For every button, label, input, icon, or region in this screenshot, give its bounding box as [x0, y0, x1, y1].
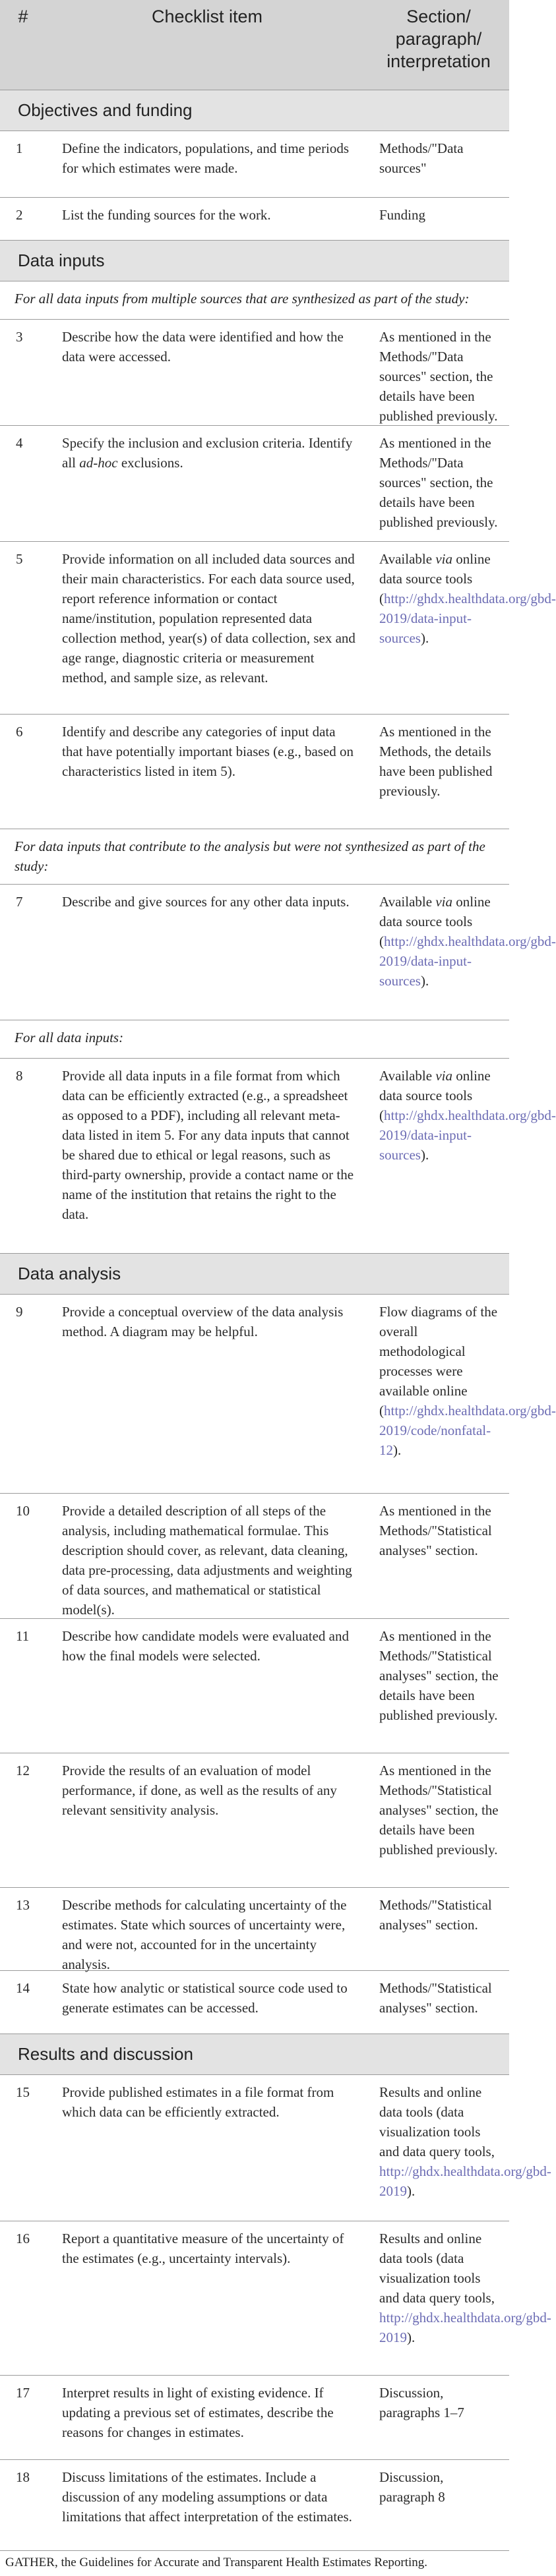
row-section: Results and online data tools (data visualization tools and data query tools, http://ghdx.healthdata.org/gbd-2019).: [379, 2084, 551, 2199]
row-number: 6: [16, 724, 23, 740]
row-item: Interpret results in light of existing evidence. If updating a previous set of estimates, describe the reasons for changes in estimates.: [62, 2385, 334, 2440]
row-number: 1: [16, 140, 23, 156]
row-item: Describe how candidate models were evaluated and how the final models were selected.: [62, 1628, 349, 1664]
table-row: [0, 131, 509, 198]
row-item: Describe and give sources for any other data inputs.: [62, 894, 350, 910]
row-number: 16: [16, 2231, 30, 2246]
row-item: Describe how the data were identified and how the data were accessed.: [62, 329, 344, 365]
row-item: Specify the inclusion and exclusion criteria. Identify all ad-hoc exclusions.: [62, 435, 353, 471]
row-number: 12: [16, 1763, 30, 1778]
row-item: State how analytic or statistical source code used to generate estimates can be accessed.: [62, 1980, 348, 2016]
table-row: [0, 1888, 509, 1971]
table-row: [0, 1295, 556, 1494]
row-number: 8: [16, 1068, 23, 1084]
row-section: Methods/"Data sources": [379, 140, 464, 176]
row-item: Discuss limitations of the estimates. Include a discussion of any modeling assumptions or data limitations that affect interpretation of the estimates.: [62, 2469, 352, 2525]
data-source-link[interactable]: http://ghdx.healthdata.org/gbd-2019/data-input-sources: [379, 591, 556, 646]
row-section: Methods/"Statistical analyses" section.: [379, 1897, 492, 1933]
row-section: Funding: [379, 207, 426, 223]
row-item: Provide information on all included data sources and their main characteristics. For each data source used, report reference information or contact name/institution, population represented data collection method, year(s) of data collection, sex and age range, diagnostic criteria or measurement method, and sample size, as relevant.: [62, 551, 355, 686]
section-data-analysis: Data analysis: [0, 1254, 509, 1295]
row-section: Discussion, paragraph 8: [379, 2469, 445, 2505]
row-section: Discussion, paragraphs 1–7: [379, 2385, 464, 2420]
row-item: Identify and describe any categories of input data that have potentially important biases (e.g., based on characteristics listed in item 5).: [62, 724, 354, 779]
table-row: [0, 2075, 551, 2221]
row-section: Available via online data source tools (http://ghdx.healthdata.org/gbd-2019/data-input-sources).: [379, 894, 556, 989]
row-number: 18: [16, 2469, 30, 2485]
row-item: Report a quantitative measure of the uncertainty of the estimates (e.g., uncertainty intervals).: [62, 2231, 344, 2266]
subheading-not-synthesized: For data inputs that contribute to the analysis but were not synthesized as part of the study:: [0, 829, 509, 885]
section-objectives: Objectives and funding: [0, 90, 509, 131]
row-section: As mentioned in the Methods/"Statistical analyses" section, the details have been published previously.: [379, 1628, 499, 1723]
table-row: [0, 542, 556, 715]
row-section: Results and online data tools (data visualization tools and data query tools, http://ghdx.healthdata.org/gbd-2019).: [379, 2231, 551, 2345]
table-row: [0, 426, 509, 542]
table-row: [0, 2221, 551, 2376]
table-row: [0, 1619, 509, 1753]
row-number: 13: [16, 1897, 30, 1913]
row-section: Available via online data source tools (http://ghdx.healthdata.org/gbd-2019/data-input-sources).: [379, 551, 556, 646]
row-number: 2: [16, 207, 23, 223]
row-item: Provide all data inputs in a file format from which data can be efficiently extracted (e.g., a spreadsheet as opposed to a PDF), including all relevant meta-data listed in item 5. For any data inputs that cannot be shared due to ethical or legal reasons, such as third-party ownership, provide a contact name or the name of the institution that retains the right to the data.: [62, 1068, 354, 1222]
table-row: [0, 2460, 509, 2551]
row-number: 17: [16, 2385, 30, 2401]
row-number: 15: [16, 2084, 30, 2100]
header-number: #: [18, 7, 28, 26]
row-number: 4: [16, 435, 23, 451]
row-number: 9: [16, 1304, 23, 1320]
row-item: Provide a conceptual overview of the data analysis method. A diagram may be helpful.: [62, 1304, 344, 1339]
row-item: Define the indicators, populations, and time periods for which estimates were made.: [62, 140, 350, 176]
row-item: Provide the results of an evaluation of model performance, if done, as well as the results of any relevant sensitivity analysis.: [62, 1763, 337, 1818]
table-row: [0, 885, 556, 1020]
row-number: 5: [16, 551, 23, 567]
subheading-synthesized: For all data inputs from multiple sources that are synthesized as part of the study:: [0, 281, 509, 320]
table-row: [0, 1753, 509, 1888]
row-number: 14: [16, 1980, 30, 1996]
row-number: 10: [16, 1503, 30, 1519]
data-source-link[interactable]: http://ghdx.healthdata.org/gbd-2019/data-input-sources: [379, 1107, 556, 1163]
row-section: As mentioned in the Methods/"Data sources" section, the details have been published previously.: [379, 435, 498, 530]
section-results: Results and discussion: [0, 2034, 509, 2075]
table-row: [0, 2376, 509, 2460]
table-caption: GATHER, the Guidelines for Accurate and Transparent Health Estimates Reporting.: [5, 2556, 428, 2569]
header-checklist-item: Checklist item: [151, 7, 263, 26]
row-section: As mentioned in the Methods/"Statistical analyses" section.: [379, 1503, 492, 1558]
section-data-inputs: Data inputs: [0, 241, 509, 281]
gbd-2019-link[interactable]: http://ghdx.healthdata.org/gbd-2019: [379, 2163, 551, 2199]
row-number: 11: [16, 1628, 30, 1644]
row-section: As mentioned in the Methods, the details have been published previously.: [379, 724, 493, 799]
table-row: [0, 1494, 509, 1619]
gbd-2019-link[interactable]: http://ghdx.healthdata.org/gbd-2019: [379, 2310, 551, 2345]
flow-diagram-link[interactable]: http://ghdx.healthdata.org/gbd-2019/code/nonfatal-12: [379, 1403, 556, 1458]
row-item: Provide published estimates in a file format from which data can be efficiently extracted.: [62, 2084, 334, 2120]
row-number: 7: [16, 894, 23, 910]
row-section: As mentioned in the Methods/"Data sources" section, the details have been published previously.: [379, 329, 498, 424]
row-item: Describe methods for calculating uncertainty of the estimates. State which sources of uncertainty were, and were not, accounted for in the uncertainty analysis.: [62, 1897, 347, 1972]
table-row: [0, 715, 509, 829]
header-section: Section/ paragraph/ interpretation: [386, 7, 491, 71]
row-section: As mentioned in the Methods/"Statistical analyses" section, the details have been published previously.: [379, 1763, 499, 1858]
row-number: 3: [16, 329, 23, 345]
row-item: Provide a detailed description of all steps of the analysis, including mathematical formulae. This description should cover, as relevant, data cleaning, data pre-processing, data adjustments and weighting of data sources, and mathematical or statistical model(s).: [62, 1503, 352, 1618]
row-section: Available via online data source tools (http://ghdx.healthdata.org/gbd-2019/data-input-sources).: [379, 1068, 556, 1163]
table-row: [0, 198, 509, 241]
data-source-link[interactable]: http://ghdx.healthdata.org/gbd-2019/data-input-sources: [379, 933, 556, 989]
table-row: [0, 1059, 556, 1254]
row-item: List the funding sources for the work.: [62, 207, 271, 223]
table-header: [0, 0, 509, 90]
row-section: Flow diagrams of the overall methodological processes were available online (http://ghdx.healthdata.org/gbd-2019/code/nonfatal-12).: [379, 1304, 556, 1458]
table-row: [0, 320, 509, 426]
row-section: Methods/"Statistical analyses" section.: [379, 1980, 492, 2016]
subheading-all-data-inputs: For all data inputs:: [0, 1020, 509, 1059]
table-row: [0, 1971, 509, 2034]
